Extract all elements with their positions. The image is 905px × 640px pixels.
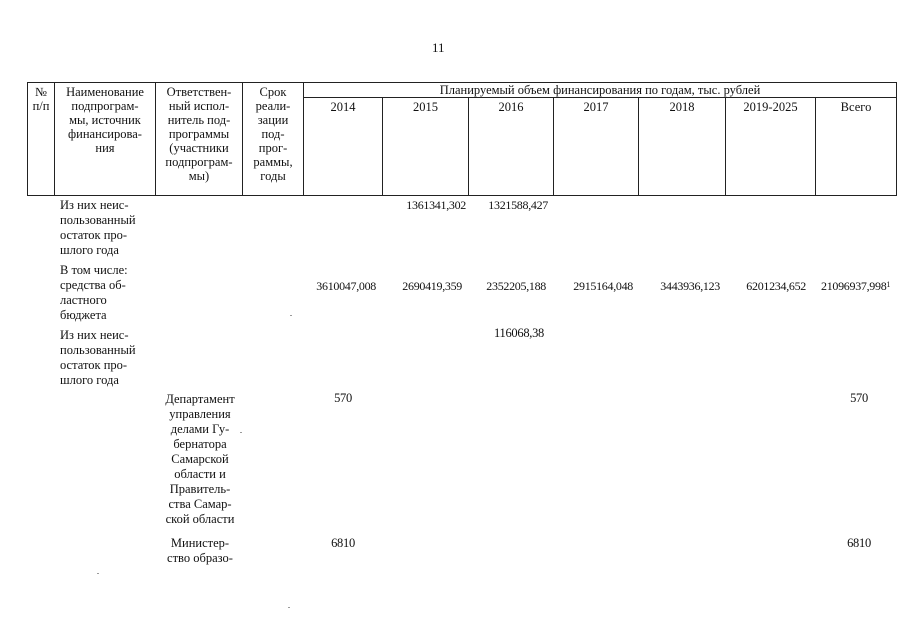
- header-col-responsible: Ответствен- ный испол- нитель под- программы (участники подпрограм- мы): [165, 85, 233, 183]
- row2-value-total: [821, 279, 890, 294]
- scan-speck: [290, 315, 292, 316]
- row3-name: Из них неис- пользованный остаток про- шлого года: [60, 328, 136, 387]
- header-year-2018: 2018: [669, 100, 695, 114]
- header-year-2015: 2015: [413, 100, 438, 114]
- scan-speck: [288, 607, 290, 608]
- row5-value-total: 6810: [847, 536, 871, 550]
- row5-value-2014: 6810: [331, 536, 355, 550]
- row1-value-2016: 1321588,427: [488, 198, 548, 212]
- row2-total-footnote: 1: [886, 280, 891, 289]
- header-year-2019-2025: 2019-2025: [743, 100, 798, 114]
- row2-total-amount: 21096937,998: [821, 279, 887, 293]
- header-bottom-border: [27, 195, 897, 196]
- header-year-2017: 2017: [583, 100, 609, 114]
- row5-responsible: Министер- ство образо-: [167, 536, 233, 565]
- row1-value-2015: 1361341,302: [406, 198, 466, 212]
- row2-value-2015: 2690419,359: [402, 279, 462, 293]
- header-col-name: Наименование подпрограм- мы, источник финансирова- ния: [66, 85, 144, 155]
- row4-value-total: 570: [850, 391, 868, 405]
- row2-value-2016: 2352205,188: [486, 279, 546, 293]
- header-year-2016: 2016: [498, 100, 524, 114]
- row2-value-2018: 3443936,123: [660, 279, 720, 293]
- page-number: 11: [432, 40, 445, 55]
- scan-speck: [240, 432, 242, 433]
- header-funding-title: Планируемый объем финансирования по годам, тыс. рублей: [439, 83, 761, 97]
- row2-name: В том числе: средства об- ластного бюджета: [60, 263, 128, 322]
- row2-value-2019-2025: 6201234,652: [746, 279, 806, 293]
- header-col-number: № п/п: [32, 85, 50, 113]
- table-right-border: [896, 82, 897, 195]
- row4-value-2014: 570: [334, 391, 352, 405]
- row1-name: Из них неис- пользованный остаток про- шлого года: [60, 198, 136, 257]
- row2-value-2014: 3610047,008: [316, 279, 376, 293]
- col-divider-term: [303, 82, 304, 195]
- row4-responsible: Департамент управления делами Гу- бернатора Самарской области и Правитель- ства Самар- ской области: [165, 392, 235, 526]
- funding-subheader-line: [303, 97, 897, 98]
- header-total: Всего: [840, 100, 872, 114]
- row2-value-2017: 2915164,048: [573, 279, 633, 293]
- scan-speck: [97, 573, 99, 574]
- header-year-2014: 2014: [330, 100, 356, 114]
- row3-value-2016: 116068,38: [494, 326, 544, 340]
- header-col-term: Срок реали- зации под- прог- раммы, годы: [253, 85, 293, 183]
